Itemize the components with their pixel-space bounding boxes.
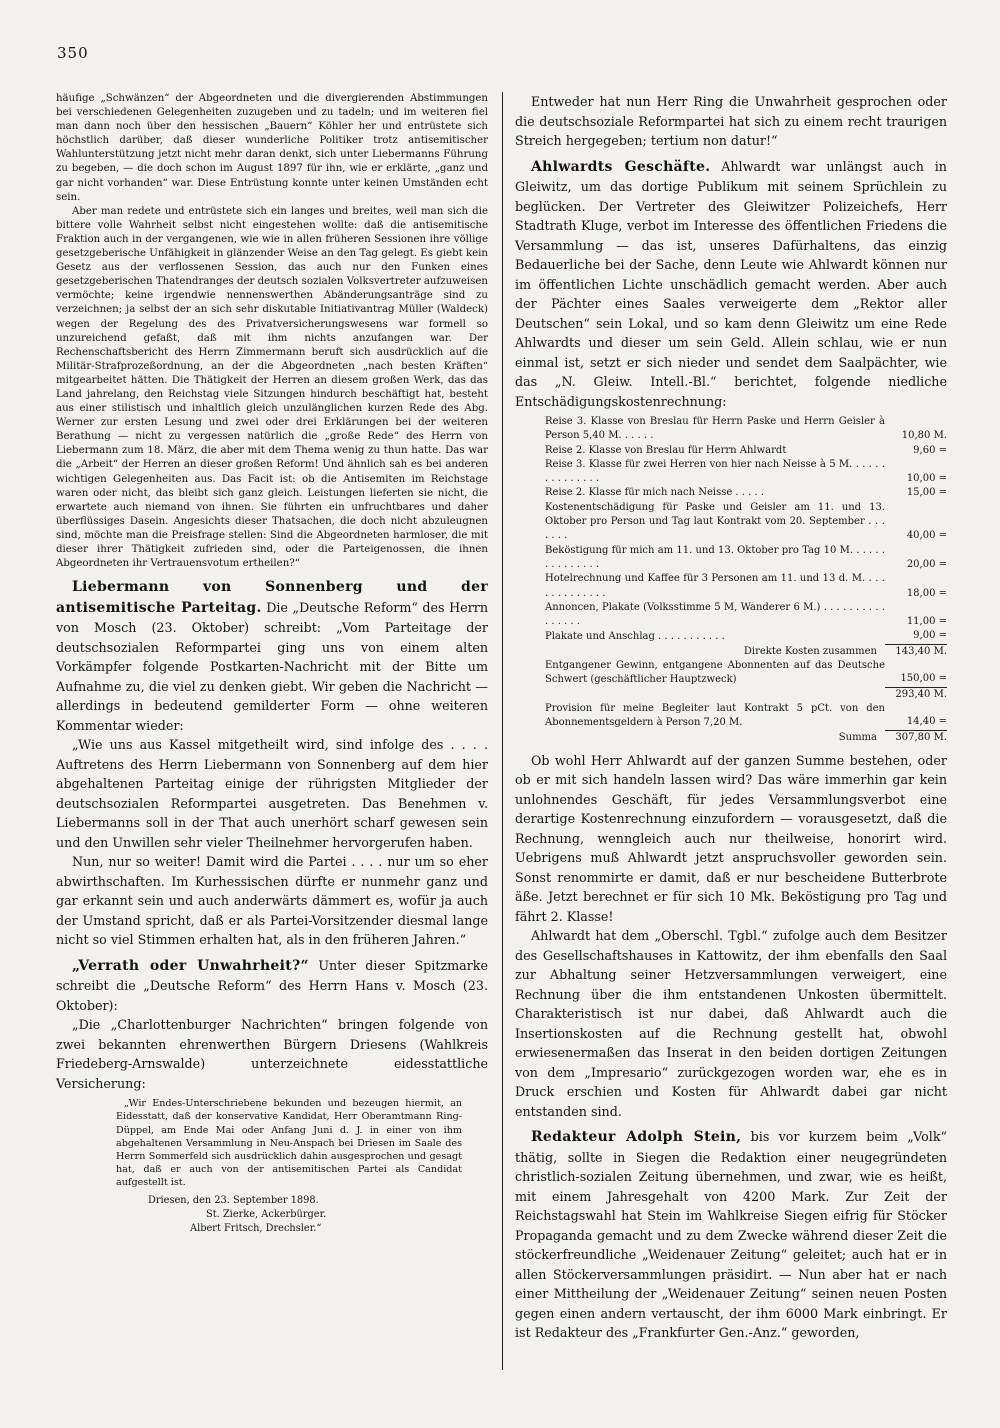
bill-amount: 40,00 = [906,530,947,542]
signatory: St. Zierke, Ackerbürger. [206,1208,327,1220]
bill-amount: 307,80 M. [895,731,947,743]
paragraph-text: Ahlwardt war unlängst auch in Gleiwitz, um das dortige Publikum mit seinem Sprüchlein zu beglücken. Der Vertreter des Gleiwitzer Polizeichefs, Herr Stadtrath Kluge, verbot im Interesse des öffentlichen Friedens die Versammlung — das ist, unseres Dafürhaltens, das einzig Bedauerliche bei der Sache, denn Leute wie Ahlwardt können nur im öffentlichen Lichte unschädlich gemacht werden. Aber auch der Pächter eines Saales verweigerte dem „Rektor aller Deutschen“ sein Lokal, und so kam denn Gleiwitz um eine Rede Ahlwardts und dieser um sein Geld. Allein schlau, wie er nun einmal ist, setzt er sich nieder und sendet dem Saalpächter, wie das „N. Gleiw. Intell.-Bl.“ berichtet, folgende niedliche Entschädigungskostenrechnung: [515,158,947,409]
statement-date: Driesen, den 23. September 1898. [148,1194,319,1206]
bill-amount: 14,40 = [885,715,947,730]
bill-item: Annoncen, Plakate (Volksstimme 5 M, Wanderer 6 M.) . . . . . . . . . . . . . . . . [545,601,885,628]
bill-amount: 18,00 = [906,587,947,599]
bill-item: Reise 3. Klasse für zwei Herren von hier nach Neisse à 5 M. . . . . . . . . . . . . . . [545,458,885,485]
paragraph-text: bis vor kurzem beim „Volk“ thätig, sollte in Siegen die Redaktion einer neugegründeten christlich-sozialen Zeitung übernehmen, und zwar, wie es heißt, mit einem Jahresgehalt von 4200 Mark. Zur Zeit der Reichstagswahl hat Stein im Wahlkreise Siegen eifrig für Stöcker Propaganda gemacht und zu dem Zwecke während dieser Zeit die stöckerfreundliche „Weidenauer Zeitung“ geleitet; auch hat er in allen Stöckerversammlungen präsidirt. — Nun aber hat er nach einer Mittheilung der „Weidenauer Zeitung“ seinen neuen Posten gegen einen andern vertauscht, der ihm 6000 Mark einbringt. Er ist Redakteur des „Frankfurter Gen.-Anz.“ geworden, [515,1129,947,1341]
column-divider [502,92,503,1370]
right-column [515,92,947,1343]
bill-amount: 20,00 = [906,558,947,570]
bill-item: Entgangener Gewinn, entgangene Abonnenten auf das Deutsche Schwert (geschäftlicher Hauptzweck) [545,660,885,686]
bill-item: Direkte Kosten zusammen [743,645,877,657]
bill-row [545,501,947,544]
bill-item: Reise 2. Klasse von Breslau für Herrn Ahlwardt [545,444,787,456]
section-heading: Redakteur Adolph Stein, [531,1129,742,1146]
quote-text: „Wir Endes-Unterschriebene bekunden und bezeugen hiermit, an Eidesstatt, daß der konservative Kandidat, Herr Oberamtmann Ring-Düppel, am Ende Mai oder Anfang Juni d. J. in einer von ihm abgehaltenen Versammlung in Neu-Anspach bei Driesen im Saale des Herrn Sommerfeld sich ausdrücklich dahin ausgesprochen und gesagt hat, daß er auch von der antisemitischen Partei als Candidat aufgestellt ist. [116,1098,462,1189]
bill-row [545,415,947,444]
bill-row [545,486,947,500]
bill-row [545,458,947,487]
bill-amount: 9,60 = [913,444,947,456]
article-paragraph [515,157,947,412]
bill-row [545,572,947,601]
left-column [56,92,488,1236]
bill-item: Plakate und Anschlag . . . . . . . . . . . [545,631,725,643]
article-paragraph [56,956,488,1016]
paragraph: „Wie uns aus Kassel mitgetheilt wird, sind infolge des . . . . Auftretens des Herrn Liebermann von Sonnenberg auf dem hier abgehaltenen Parteitag einige der rührigsten Mitglieder der deutschsozialen Reformpartei ausgetreten. Das Benehmen v. Liebermanns soll in der That auch unerhört scharf gewesen sein und den Unwillen sehr vieler Theilnehmer hervorgerufen haben. [56,737,488,850]
paragraph: Aber man redete und entrüstete sich ein langes und breites, weil man sich die bittere volle Wahrheit selbst nicht eingestehen wollte: daß die antisemitische Fraktion auch in der vergangenen, wie wie in allen früheren Sessionen ihre völlige gesetzgeberische Unfähigkeit in glänzender Weise an den Tag gelegt. Es giebt kein Gesetz aus der verflossenen Session, das auch nur den Funken eines gesetzgeberischen Thatendranges der deutsch sozialen Volksvertreter aufzuweisen vermöchte; keine irgendwie nennenswerthen Abänderungsanträge sind zu verzeichnen; ja selbst der an sich sehr diskutable Initiativantrag Müller (Waldeck) wegen der Regelung des des Privatversicherungswesens war formell so unzureichend gefaßt, daß mit ihm nichts anzufangen war. Der Rechenschaftsbericht des Herrn Zimmermann beruft sich ausdrücklich auf die Militär-Strafprozeßordnung, an der die Abgeordneten „nach besten Kräften“ mitgearbeitet hätten. Die Thätigkeit der Herren an diesem großen Werk, das das Land jahrelang, den Reichstag viele Sitzungen hindurch beschäftigt hat, besteht aus einer stilistisch und inhaltlich gleich unzulänglichen kurzen Rede des Abg. Werner zur ersten Lesung und zwei oder drei Erklärungen bei der weiteren Berathung — nicht zu vergessen natürlich die „große Rede“ des Herrn von Liebermann zum 18. März, die aber mit dem Thema wenig zu thun hatte. Das war die „Arbeit“ der Herren an dieser großen Reform! Und ähnlich sah es bei anderen wichtigen Gelegenheiten aus. Das Facit ist: ob die Antisemiten im Reichstage waren oder nicht, das bleibt sich ganz gleich. Leistungen lieferten sie nicht, die erwartete auch niemand von ihnen. Sie führten ein unfruchtbares und daher überflüssiges Dasein. Angesichts dieser Thatsachen, die doch nicht abzuleugnen sind, möchte man die Preisfrage stellen: Sind die Abgeordneten harmloser, die mit dieser ihrer Thätigkeit zufrieden sind, oder die Parteigenossen, die ihnen Abgeordneten ihr Vertrauensvotum ertheilen?“ [56,205,488,570]
bill-row [545,601,947,630]
paragraph: Ahlwardt hat dem „Oberschl. Tgbl.“ zufolge auch dem Besitzer des Gesellschaftshauses in Kattowitz, der ihm ebenfalls den Saal zur Abhaltung seiner Hetzversammlungen verweigert, eine Rechnung über die ihm entstandenen Unkosten übermittelt. Charakteristisch ist nur dabei, daß Ahlwardt auch die Insertionskosten auf die Rechnung gestellt hat, obwohl erwiesenermaßen das Inserat in den beiden dortigen Zeitungen von dem „Impresario“ zurückgezogen worden war, ehe es in Druck erschien und Kosten für Ahlwardt dabei gar nicht entstanden sind. [515,928,947,1119]
bill-amount: 143,40 M. [895,645,947,657]
paragraph: häufige „Schwänzen“ der Abgeordneten und die divergierenden Abstimmungen bei verschiedenen Gelegenheiten zuzugeben und zu tadeln; und im weiteren fiel man dann noch über den hessischen „Bauern“ Köhler her und entrüstete sich höchstlich darüber, daß dieser wunderliche Politiker trotz antisemitischer Wahlunterstützung jetzt nicht mehr daran denkt, sich unter Liebermanns Führung zu begeben, — die doch schon im August 1897 für ihn, wie er erklärte, „ganz und gar nicht vorhanden“ war. Diese Entrüstung konnte unter keinen Umständen echt sein. [56,93,488,203]
bill-item: Provision für meine Begleiter laut Kontrakt 5 pCt. von den Abonnementsgeldern à Person 7,20 M. [545,702,885,729]
paragraph: Nun, nur so weiter! Damit wird die Partei . . . . nur um so eher abwirthschaften. Im Kurhessischen dürfte er nunmehr ganz und gar erkannt sein und auch anderwärts dämmert es, wofür ja auch der Umstand spricht, daß er als Partei-Vorsitzender diesmal lange nicht so viel Stimmen erhalten hat, als in den früheren Jahren.“ [56,854,488,948]
sworn-statement [116,1097,462,1189]
bill-total-row [545,731,947,745]
bill-row [545,629,947,644]
paragraph: Ob wohl Herr Ahlwardt auf der ganzen Summe bestehen, oder ob er mit sich handeln lassen wird? Das wäre immerhin gar kein unlohnendes Geschäft, für jedes Versammlungsverbot eine derartige Kostenrechnung einzufordern — vorausgesetzt, daß die Rechnung, wenngleich auch nur theilweise, honorirt wird. Uebrigens muß Ahlwardt jetzt anspruchsvoller geworden sein. Sonst renommirte er damit, daß er nur bescheidene Butterbrote äße. Jetzt berechnet er für sich 10 Mk. Beköstigung pro Tag und fährt 2. Klasse! [515,752,947,924]
bill-amount: 293,40 M. [895,688,947,700]
paragraph: „Die „Charlottenburger Nachrichten“ bringen folgende von zwei bekannten ehrenwerthen Bürgern Driesens (Wahlkreis Friedeberg-Arnswalde) unterzeichnete eidesstattliche Versicherung: [56,1017,488,1091]
bill-item: Reise 3. Klasse von Breslau für Herrn Paske und Herrn Geisler à Person 5,40 M. . . . . . [545,416,885,442]
bill-amount: 10,00 = [906,473,947,485]
paragraph: Entweder hat nun Herr Ring die Unwahrheit gesprochen oder die deutschsoziale Reformpartei hat sich zu einem recht traurigen Streich hergegeben; tertium non datur!“ [515,94,947,148]
bill-row [545,659,947,688]
bill-item: Reise 2. Klasse für mich nach Neisse . . . . . [545,487,765,499]
section-heading: Liebermann von Sonnenberg und der antisemitische Parteitag. [56,579,488,616]
bill-item: Kostenentschädigung für Paske und Geisler am 11. und 13. Oktober pro Person und Tag laut Kontrakt vom 20. September . . . . . . . [545,501,885,542]
bill-amount: 10,80 M. [901,430,947,442]
paragraph-text: Unter dieser Spitzmarke schreibt die „Deutsche Reform“ des Herrn Hans v. Mosch (23. Oktober): [56,957,488,1013]
article-paragraph [515,1127,947,1343]
bill-item: Beköstigung für mich am 11. und 13. Oktober pro Tag 10 M. . . . . . . . . . . . . . . [545,544,885,570]
section-heading: Ahlwardts Geschäfte. [531,158,711,175]
bill-item: Hotelrechnung und Kaffee für 3 Personen am 11. und 13 d. M. . . . . . . . . . . . . . [545,573,885,599]
section-heading: „Verrath oder Unwahrheit?“ [72,957,309,974]
bill-amount: 15,00 = [906,487,947,499]
signature-block [56,1194,488,1236]
bill-subtotal-row [545,688,947,702]
paragraph-text: Die „Deutsche Reform“ des Herrn von Mosch (23. Oktober) schreibt: „Vom Parteitage der deutschsozialen Reformpartei ging uns von einem alten Vorkämpfer folgende Postkarten-Nachricht mit der Bitte um Aufnahme zu, die viel zu denken giebt. Wir geben die Nachricht — allerdings in bedeutend gemilderter Form — ohne weiteren Kommentar wieder: [56,599,488,733]
bill-amount: 150,00 = [885,672,947,687]
bill-row [545,444,947,458]
signatory: Albert Fritsch, Drechsler.“ [190,1222,322,1234]
bill-amount: 11,00 = [906,616,947,628]
article-paragraph [56,577,488,735]
cost-bill [545,415,947,745]
page-number: 350 [57,44,89,62]
bill-row [545,702,947,731]
bill-item: Summa [838,731,877,743]
bill-amount: 9,00 = [885,629,947,644]
bill-row [545,544,947,573]
bill-subtotal-row [545,645,947,659]
